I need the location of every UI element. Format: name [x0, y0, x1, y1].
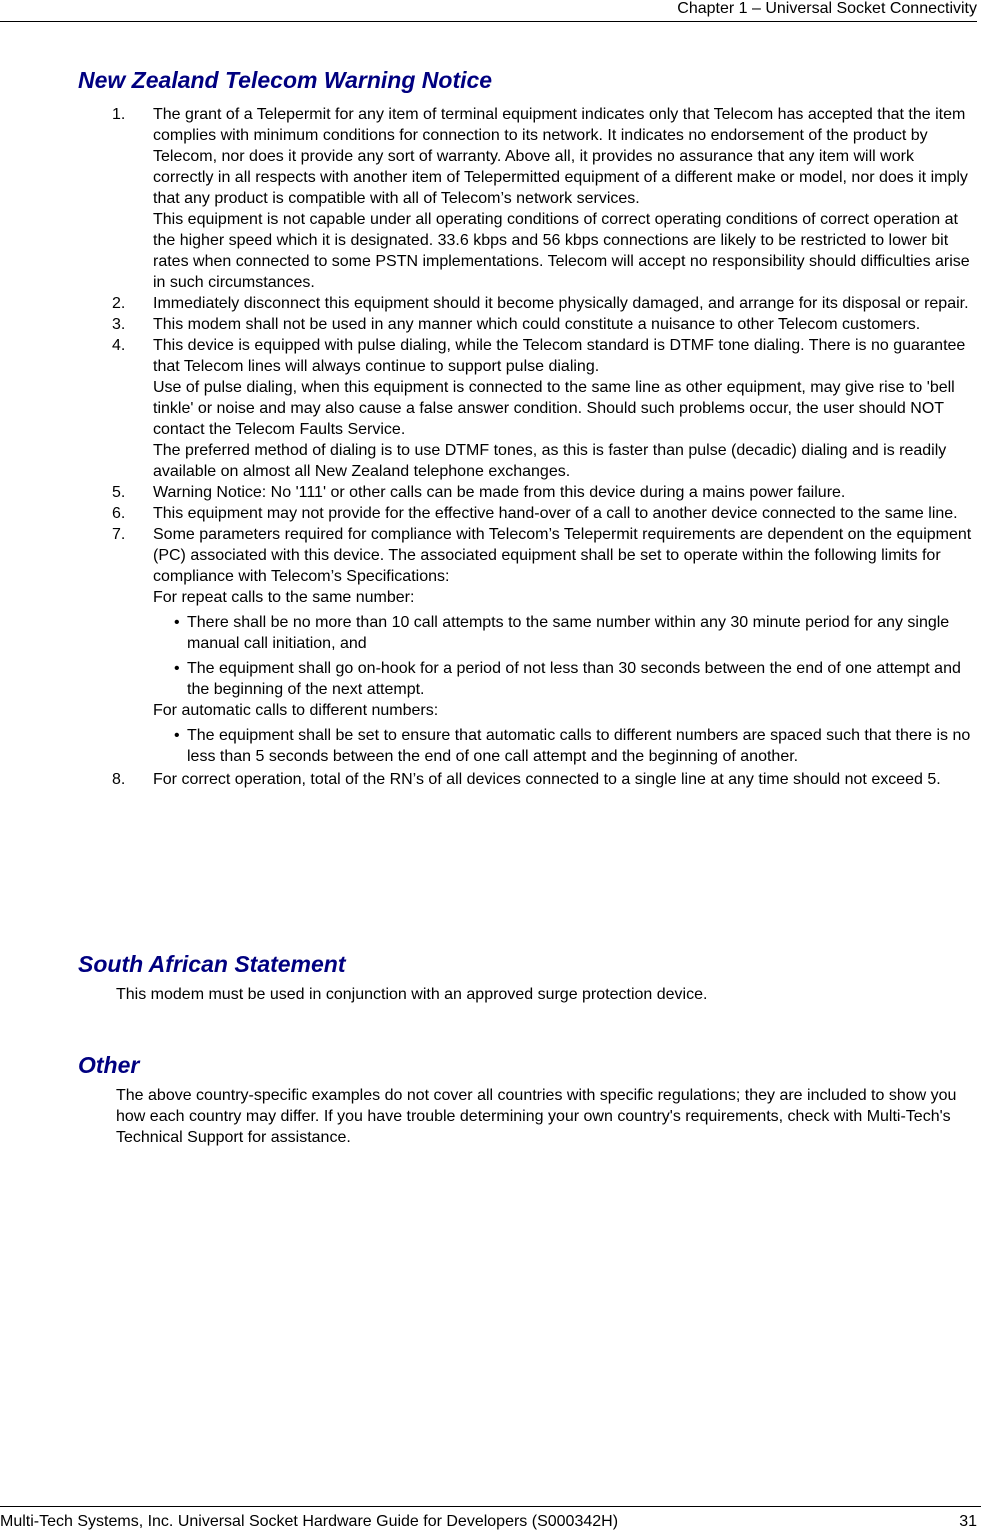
- item-number: 6.: [112, 505, 126, 522]
- footer-doc-title: Multi-Tech Systems, Inc. Universal Socket Hardware Guide for Developers (S000342H): [0, 1513, 619, 1530]
- list-item: [112, 503, 978, 524]
- item-number: 4.: [112, 337, 126, 354]
- item-number: 2.: [112, 295, 126, 312]
- nz-section-title: New Zealand Telecom Warning Notice: [78, 67, 493, 93]
- other-section-title: Other: [78, 1052, 140, 1078]
- auto-calls-label: For automatic calls to different numbers:: [153, 702, 439, 719]
- running-header: [0, 0, 977, 22]
- sa-statement-text: This modem must be used in conjunction with an approved surge protection device.: [116, 986, 708, 1003]
- page-number: 31: [959, 1513, 977, 1530]
- running-footer: [0, 1506, 981, 1531]
- bullet-item: [112, 612, 978, 654]
- item-text: The grant of a Telepermit for any item of terminal equipment indicates only that Telecom has accepted that the item complies with minimum conditions for connection to its network. It indicates no endorsement of the product by Telecom, nor does it provide any sort of warranty. Above all, it provides no assurance that any item will work correctly in all respects with another item of Telepermitted equipment of a different make or model, nor does it imply that any product is compatible with all of Telecom’s network services.: [153, 106, 968, 207]
- item-text: This equipment may not provide for the effective hand-over of a call to another device connected to the same line.: [153, 505, 958, 522]
- list-item: [112, 293, 978, 314]
- item-number: 1.: [112, 106, 126, 123]
- item-text: For repeat calls to the same number:: [153, 589, 415, 606]
- list-item: [112, 335, 978, 482]
- bullet-item: [112, 725, 978, 767]
- list-item: [112, 769, 978, 790]
- list-item: [112, 524, 978, 608]
- sa-section-title: South African Statement: [78, 951, 346, 977]
- item-text: This device is equipped with pulse dialing, while the Telecom standard is DTMF tone dialing. There is no guarantee that Telecom lines will always continue to support pulse dialing.: [153, 337, 966, 375]
- bullet-dot-icon: •: [174, 614, 180, 631]
- item-text: For correct operation, total of the RN’s of all devices connected to a single line at any time should not exceed 5.: [153, 771, 941, 788]
- bullet-dot-icon: •: [174, 727, 180, 744]
- list-item: [112, 314, 978, 335]
- item-number: 3.: [112, 316, 126, 333]
- other-section-text: The above country-specific examples do not cover all countries with specific regulations; they are included to show you how each country may differ. If you have trouble determining your own country's requirements, check with Multi-Tech's Technical Support for assistance.: [116, 1087, 957, 1146]
- item-number: 8.: [112, 771, 126, 788]
- header-chapter-title: Chapter 1 – Universal Socket Connectivity: [677, 0, 977, 17]
- bullet-text: The equipment shall go on-hook for a period of not less than 30 seconds between the end of one attempt and the beginning of the next attempt.: [187, 660, 961, 698]
- bullet-text: There shall be no more than 10 call attempts to the same number within any 30 minute period for any single manual call initiation, and: [187, 614, 950, 652]
- bullet-dot-icon: •: [174, 660, 180, 677]
- nz-notice-list: [112, 104, 978, 790]
- item-number: 5.: [112, 484, 126, 501]
- item-text: Immediately disconnect this equipment should it become physically damaged, and arrange for its disposal or repair.: [153, 295, 969, 312]
- list-item: [112, 482, 978, 503]
- item-text: This modem shall not be used in any manner which could constitute a nuisance to other Telecom customers.: [153, 316, 921, 333]
- item-text: The preferred method of dialing is to use DTMF tones, as this is faster than pulse (decadic) dialing and is readily available on almost all New Zealand telephone exchanges.: [153, 442, 947, 480]
- item-text: Warning Notice: No '111' or other calls can be made from this device during a mains power failure.: [153, 484, 846, 501]
- item-text: Some parameters required for compliance with Telecom’s Telepermit requirements are dependent on the equipment (PC) associated with this device. The associated equipment shall be set to operate within the following limits for compliance with Telecom’s Specifications:: [153, 526, 972, 585]
- item-number: 7.: [112, 526, 126, 543]
- item-text: Use of pulse dialing, when this equipment is connected to the same line as other equipment, may give rise to 'bell tinkle' or noise and may also cause a false answer condition. Should such problems occur, the user should NOT contact the Telecom Faults Service.: [153, 379, 955, 438]
- item-text: This equipment is not capable under all operating conditions of correct operating conditions of correct operation at the higher speed which it is designated. 33.6 kbps and 56 kbps connections are likely to be restricted to lower bit rates when connected to some PSTN implementations. Telecom will accept no responsibility should difficulties arise in such circumstances.: [153, 211, 970, 291]
- list-item: [112, 104, 978, 293]
- bullet-text: The equipment shall be set to ensure that automatic calls to different numbers are spaced such that there is no less than 5 seconds between the end of one call attempt and the beginning of another.: [187, 727, 971, 765]
- bullet-item: [112, 658, 978, 700]
